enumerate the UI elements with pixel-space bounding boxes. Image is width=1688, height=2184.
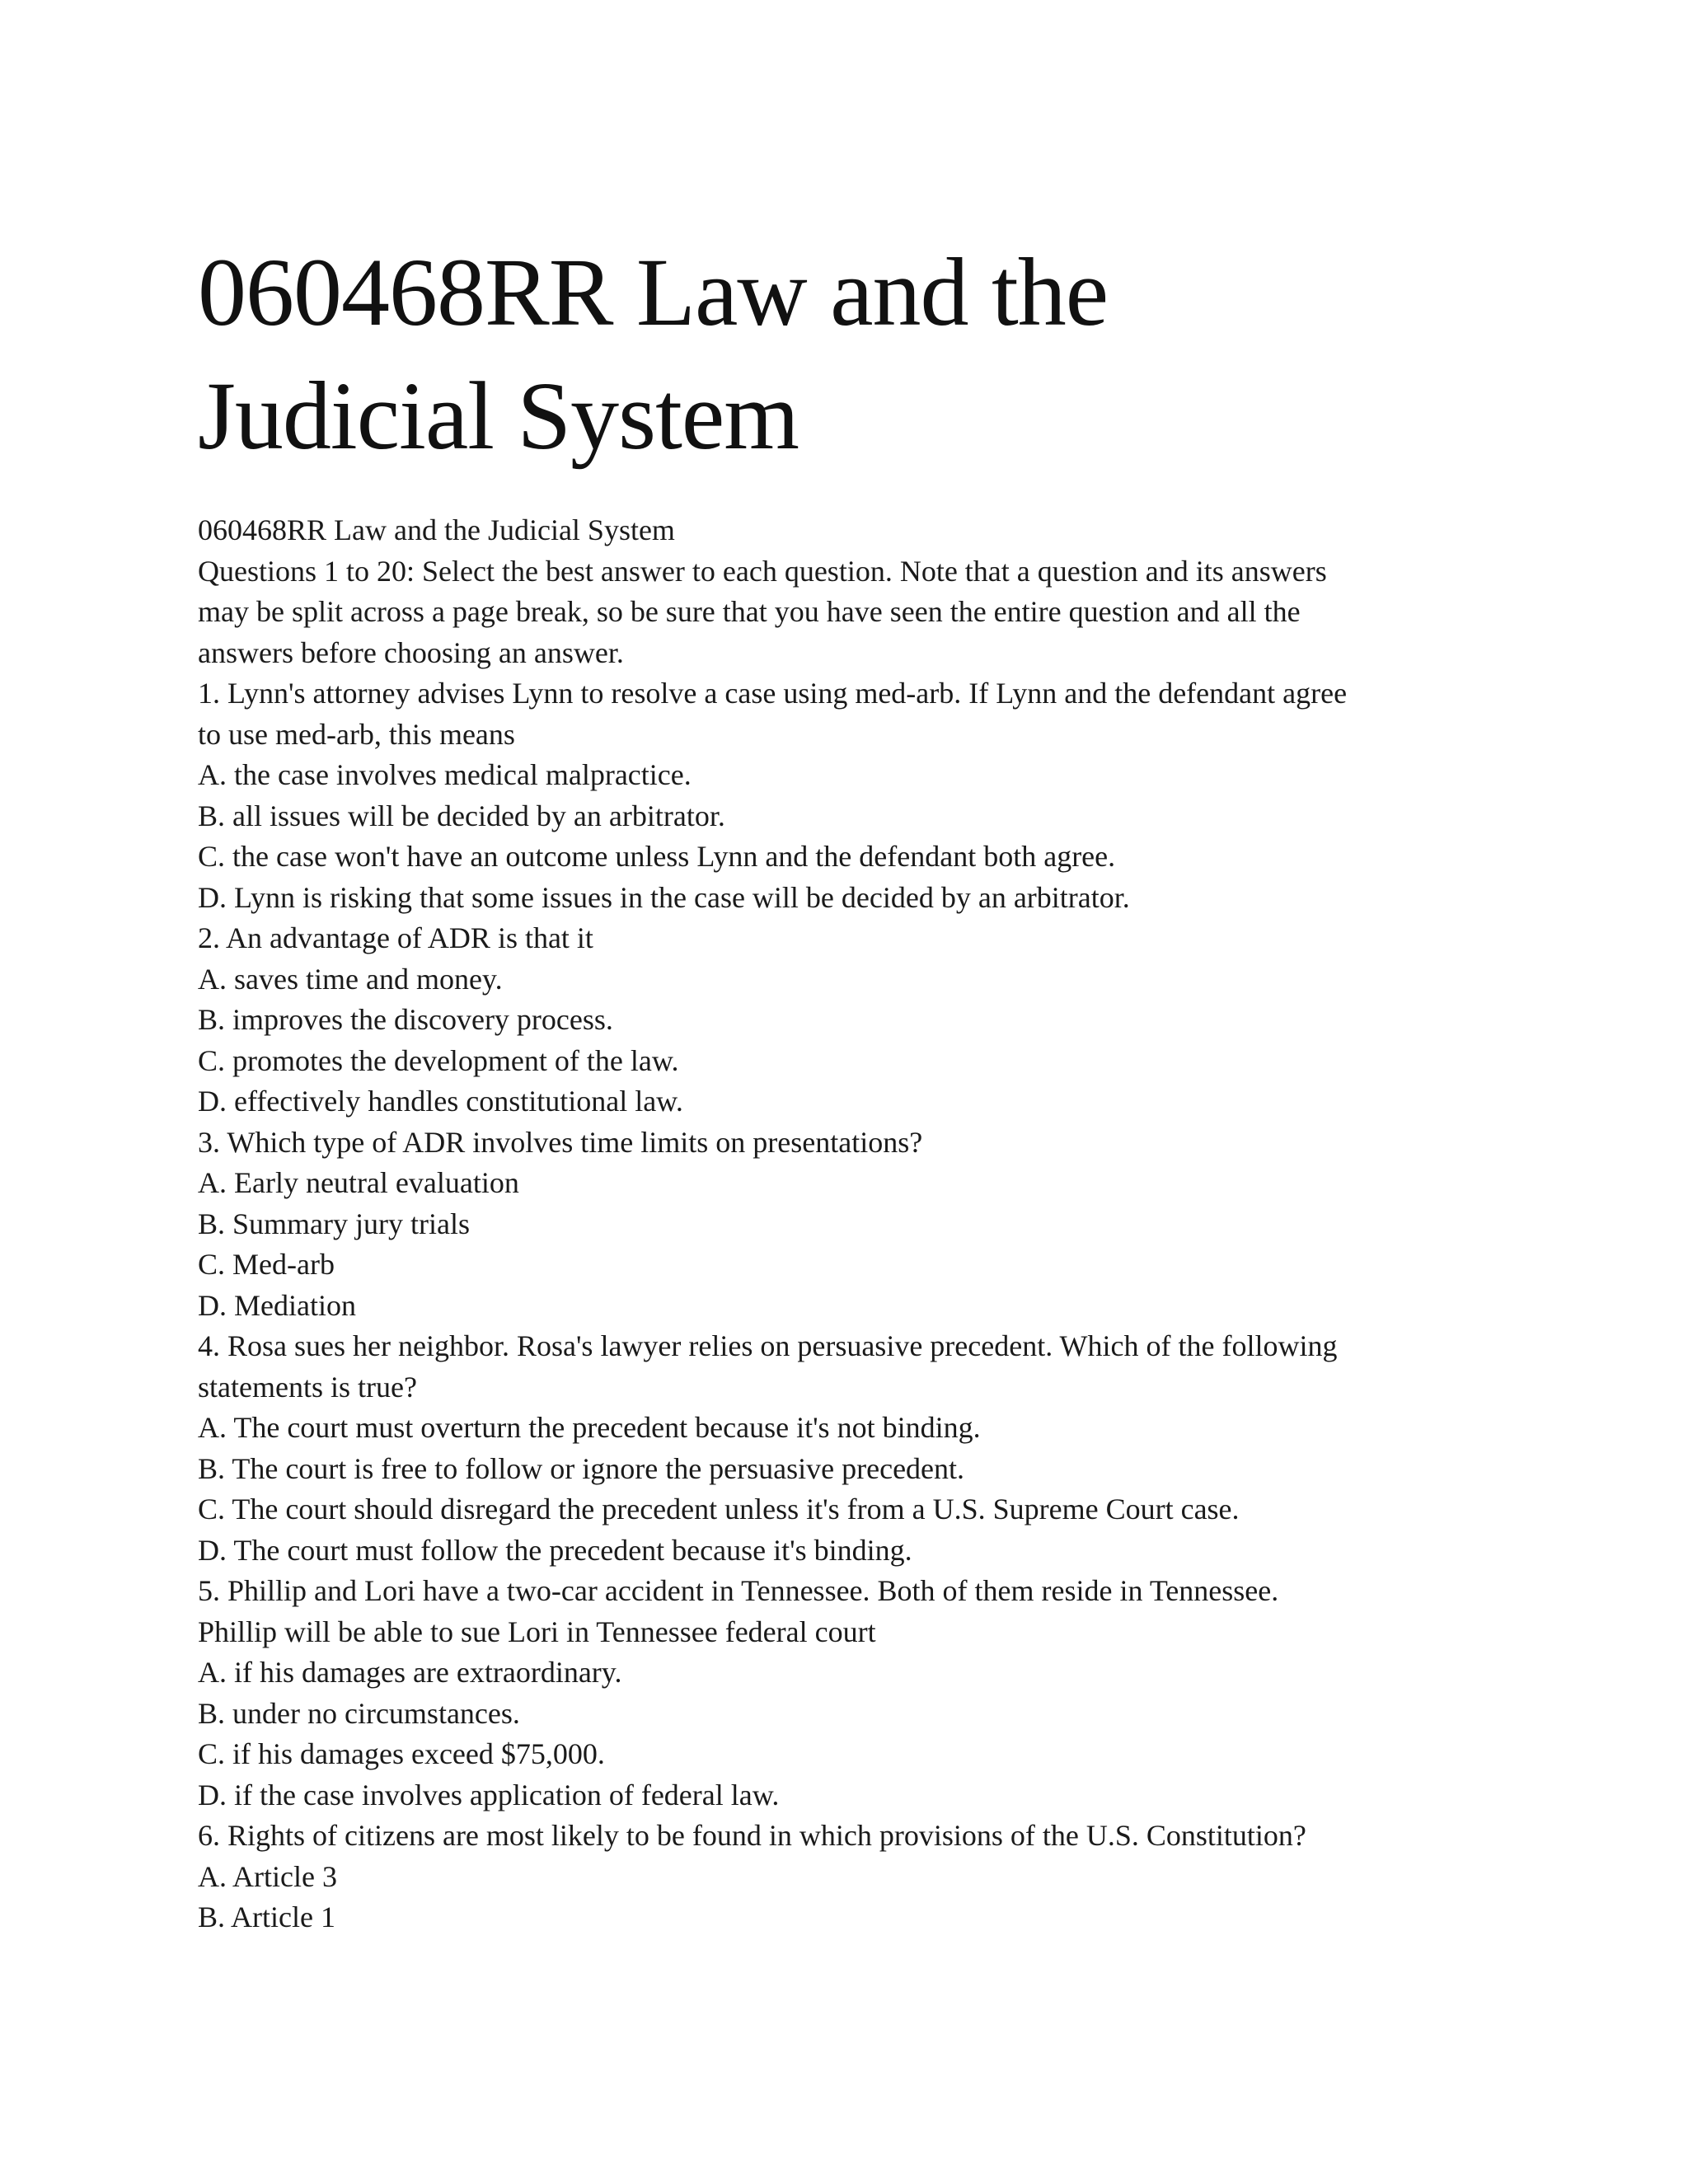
answer-option: D. Lynn is risking that some issues in the case will be decided by an arbitrator.	[198, 880, 1130, 914]
document-title	[198, 231, 1599, 478]
answer-option: B. improves the discovery process.	[198, 1003, 613, 1036]
answer-option: A. Early neutral evaluation	[198, 1166, 519, 1199]
answer-option: B. all issues will be decided by an arbitrator.	[198, 799, 725, 832]
instructions-line: Questions 1 to 20: Select the best answer to each question. Note that a question and its answers	[198, 554, 1327, 588]
answer-option: C. if his damages exceed $75,000.	[198, 1737, 605, 1770]
question-stem: 5. Phillip and Lori have a two-car accident in Tennessee. Both of them reside in Tennessee.	[198, 1574, 1279, 1607]
document-body	[198, 510, 1533, 1938]
answer-option: A. if his damages are extraordinary.	[198, 1656, 622, 1689]
question-3	[198, 1122, 1533, 1327]
question-2	[198, 918, 1533, 1122]
answer-option: B. Article 1	[198, 1900, 335, 1933]
answer-option: C. promotes the development of the law.	[198, 1043, 679, 1077]
answer-option: A. the case involves medical malpractice.	[198, 758, 692, 791]
question-4	[198, 1326, 1533, 1571]
answer-option: D. effectively handles constitutional law.	[198, 1085, 683, 1118]
question-stem: 4. Rosa sues her neighbor. Rosa's lawyer relies on persuasive precedent. Which of the following	[198, 1329, 1338, 1362]
answer-option: B. Summary jury trials	[198, 1207, 470, 1240]
answer-option: B. The court is free to follow or ignore the persuasive precedent.	[198, 1451, 965, 1485]
answer-option: D. if the case involves application of federal law.	[198, 1778, 780, 1811]
question-stem: 3. Which type of ADR involves time limits on presentations?	[198, 1125, 923, 1159]
instructions-line: answers before choosing an answer.	[198, 635, 624, 669]
instructions	[198, 551, 1533, 674]
document-subtitle: 060468RR Law and the Judicial System	[198, 513, 675, 546]
answer-option: A. The court must overturn the precedent because it's not binding.	[198, 1411, 981, 1444]
question-stem: 2. An advantage of ADR is that it	[198, 921, 593, 954]
title-line: Judicial System	[198, 362, 799, 470]
question-stem: to use med-arb, this means	[198, 717, 515, 751]
question-stem: statements is true?	[198, 1370, 417, 1404]
question-1	[198, 673, 1533, 918]
question-stem: 1. Lynn's attorney advises Lynn to resolve a case using med-arb. If Lynn and the defendant agree	[198, 677, 1348, 710]
answer-option: D. The court must follow the precedent because it's binding.	[198, 1533, 912, 1567]
answer-option: C. the case won't have an outcome unless Lynn and the defendant both agree.	[198, 840, 1116, 873]
instructions-line: may be split across a page break, so be sure that you have seen the entire question and all the	[198, 595, 1301, 628]
question-stem: 6. Rights of citizens are most likely to be found in which provisions of the U.S. Constitution?	[198, 1819, 1306, 1852]
answer-option: C. Med-arb	[198, 1248, 335, 1281]
question-5	[198, 1571, 1533, 1816]
title-line: 060468RR Law and the	[198, 238, 1109, 346]
answer-option: D. Mediation	[198, 1288, 356, 1322]
answer-option: A. saves time and money.	[198, 962, 503, 996]
question-6	[198, 1816, 1533, 1938]
answer-option: A. Article 3	[198, 1859, 337, 1893]
answer-option: C. The court should disregard the precedent unless it's from a U.S. Supreme Court case.	[198, 1493, 1240, 1526]
answer-option: B. under no circumstances.	[198, 1696, 520, 1730]
question-stem: Phillip will be able to sue Lori in Tennessee federal court	[198, 1615, 876, 1648]
